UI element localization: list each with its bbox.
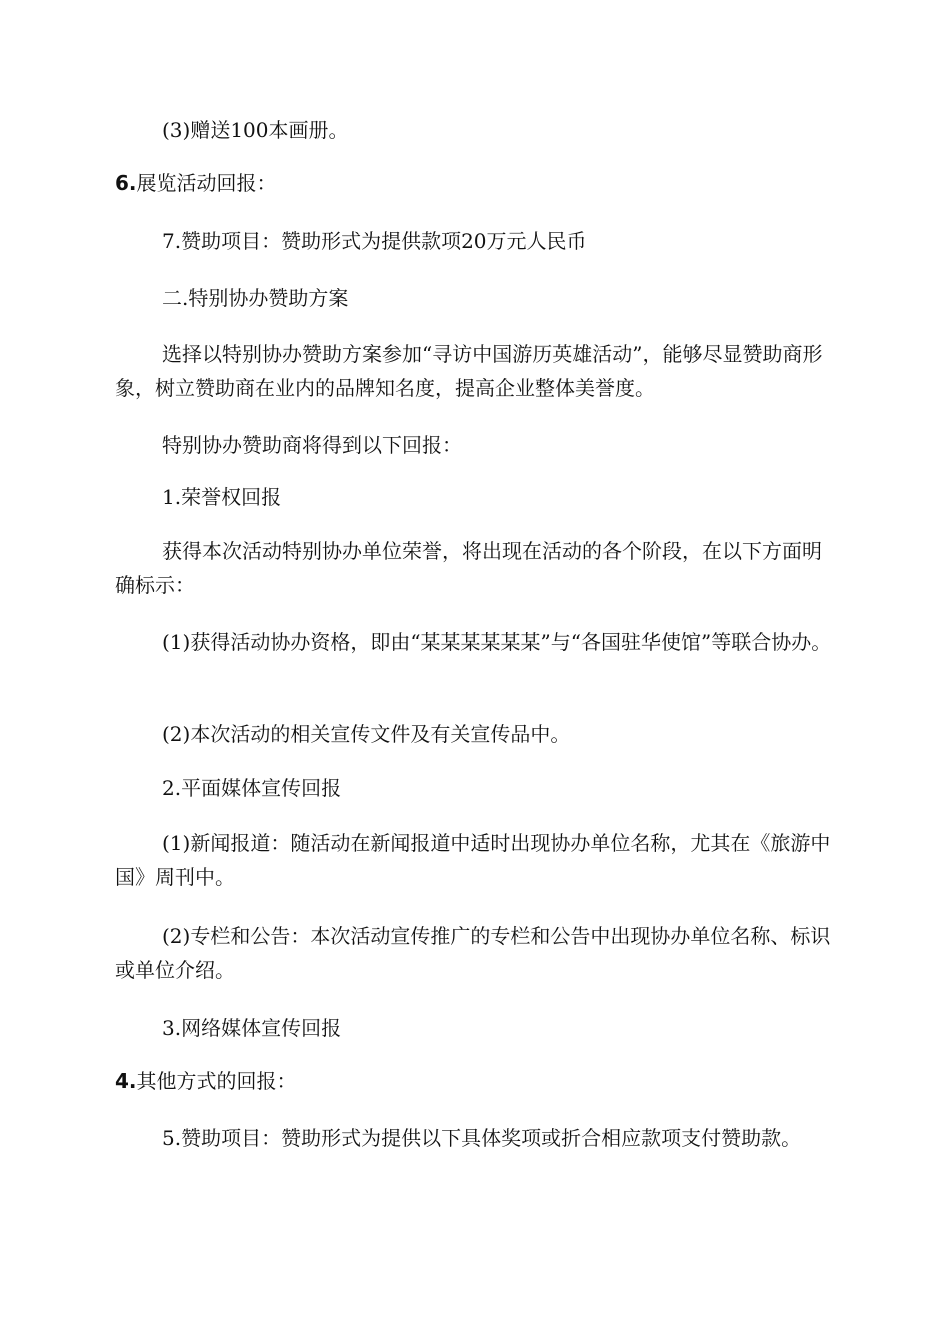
paragraph-returns-intro: 特别协办赞助商将得到以下回报： [162,433,462,457]
subheading-online-media: 3.网络媒体宣传回报 [162,1016,342,1040]
paragraph-honor-description: 获得本次活动特别协办单位荣誉，将出现在活动的各个阶段，在以下方面明确标示： [115,539,822,597]
heading-number: 4. [115,1069,137,1093]
heading-text: 其他方式的回报： [136,1069,297,1093]
paragraph-sponsorship-item-5: 5.赞助项目：赞助形式为提供以下具体奖项或折合相应款项支付赞助款。 [162,1126,802,1150]
section-heading-special-co-organizer: 二.特别协办赞助方案 [162,286,349,310]
heading-text: 展览活动回报： [136,171,277,195]
subheading-print-media: 2.平面媒体宣传回报 [162,776,342,800]
list-item-promotional-materials: (2)本次活动的相关宣传文件及有关宣传品中。 [162,722,571,746]
subheading-honor-rights: 1.荣誉权回报 [162,485,282,509]
heading-exhibition-return [115,166,835,200]
list-item-co-organizer-qualification: (1)获得活动协办资格，即由“某某某某某某”与“各国驻华使馆”等联合协办。 [162,630,832,654]
list-item-columns-announcements: (2)专栏和公告：本次活动宣传推广的专栏和公告中出现协办单位名称、标识或单位介绍。 [115,924,831,982]
paragraph-sponsorship-item-7: 7.赞助项目：赞助形式为提供款项20万元人民币 [162,229,587,253]
heading-other-returns [115,1064,835,1098]
list-item-news-reports: (1)新闻报道：随活动在新闻报道中适时出现协办单位名称，尤其在《旅游中国》周刊中。 [115,831,831,889]
heading-number: 6. [115,171,137,195]
paragraph-intro-special-plan: 选择以特别协办赞助方案参加“寻访中国游历英雄活动”，能够尽显赞助商形象，树立赞助商在业内的品牌知名度，提高企业整体美誉度。 [115,342,823,400]
paragraph-gift-albums: (3)赠送100本画册。 [162,118,349,142]
